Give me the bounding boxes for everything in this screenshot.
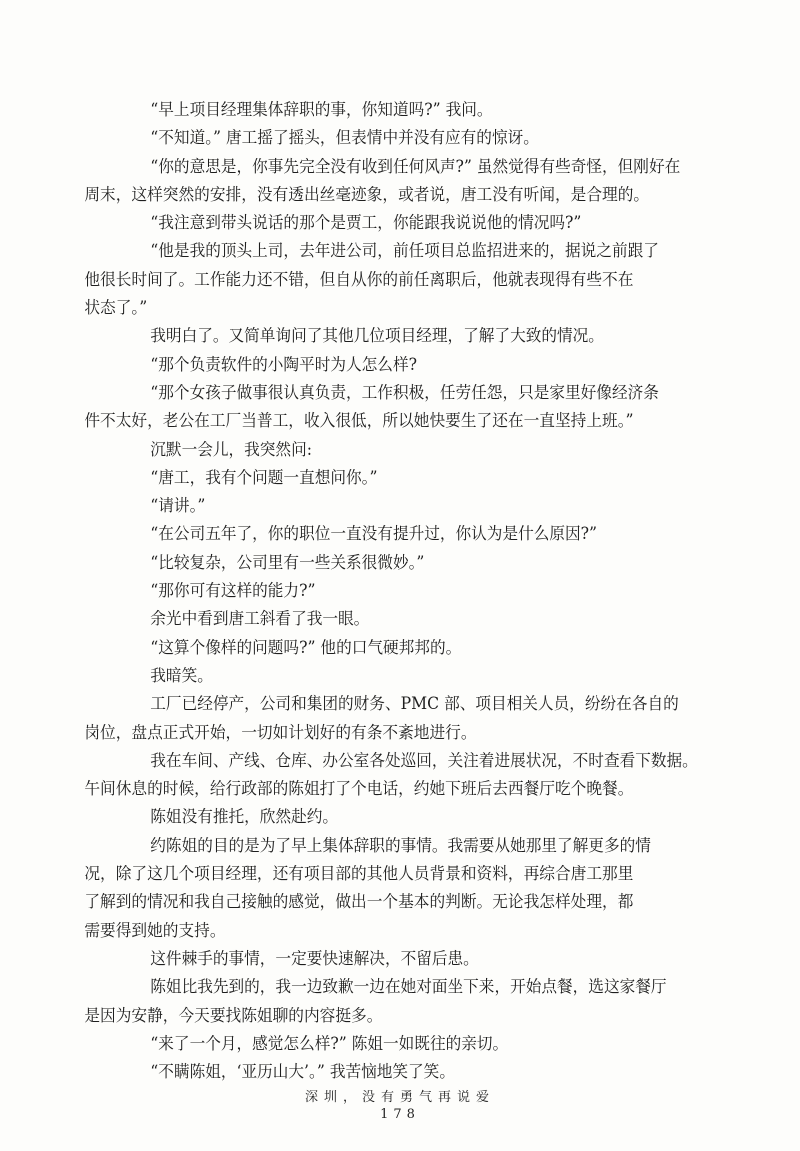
paragraph: [86, 662, 722, 690]
text-line: 午间休息的时候，给行政部的陈姐打了个电话，约她下班后去西餐厅吃个晚餐。: [84, 779, 634, 799]
text-line: 这件棘手的事情，一定要快速解决，不留后患。: [150, 948, 479, 968]
text-line: 状态了。”: [84, 298, 148, 318]
paragraph: [86, 436, 722, 464]
body-text: [86, 96, 722, 1086]
paragraph: [86, 237, 722, 322]
paragraph: [86, 549, 722, 577]
paragraph: [86, 153, 722, 210]
page-number: 178: [380, 1107, 420, 1122]
text-line: “那你可有这样的能力?”: [150, 581, 316, 601]
paragraph: [86, 96, 722, 124]
paragraph: [86, 209, 722, 237]
text-line: 余光中看到唐工斜看了我一眼。: [150, 609, 370, 629]
running-footer-title: 深圳，没有勇气再说爱: [304, 1090, 495, 1105]
text-line: 约陈姐的目的是为了早上集体辞职的事情。我需要从她那里了解更多的情: [150, 835, 651, 855]
text-line: “不瞒陈姐，‘亚历山大’。” 我苦恼地笑了笑。: [150, 1062, 455, 1082]
paragraph: [86, 945, 722, 973]
text-line: “比较复杂，公司里有一些关系很微妙。”: [150, 552, 425, 572]
text-line: “那个负责软件的小陶平时为人怎么样?: [150, 354, 417, 374]
paragraph: [86, 351, 722, 379]
paragraph: [86, 379, 722, 436]
text-line: 周末，这样突然的安排，没有透出丝毫迹象，或者说，唐工没有听闻，是合理的。: [84, 184, 650, 204]
text-line: 况，除了这几个项目经理，还有项目部的其他人员背景和资料，再综合唐工那里: [84, 864, 634, 884]
paragraph: [86, 803, 722, 831]
paragraph: [86, 464, 722, 492]
paragraph: [86, 690, 722, 747]
paragraph: [86, 492, 722, 520]
text-line: “来了一个月，感觉怎么样?” 陈姐一如既往的亲切。: [150, 1033, 509, 1053]
paragraph: [86, 1030, 722, 1058]
paragraph: [86, 605, 722, 633]
text-line: 我明白了。又简单询问了其他几位项目经理，了解了大致的情况。: [150, 326, 604, 346]
paragraph: [86, 634, 722, 662]
text-line: “早上项目经理集体辞职的事，你知道吗?” 我问。: [150, 100, 493, 119]
text-line: “在公司五年了，你的职位一直没有提升过，你认为是什么原因?”: [150, 524, 598, 544]
text-line: 陈姐没有推托，欣然赴约。: [150, 807, 339, 827]
text-line: “他是我的顶头上司，去年进公司，前任项目总监招进来的，据说之前跟了: [150, 241, 659, 261]
text-line: 是因为安静，今天要找陈姐聊的内容挺多。: [84, 1005, 383, 1025]
text-line: “唐工，我有个问题一直想问你。”: [150, 467, 378, 487]
text-line: 他很长时间了。工作能力还不错，但自从你的前任离职后，他就表现得有些不在: [84, 269, 634, 289]
paragraph: [86, 747, 722, 804]
text-line: 陈姐比我先到的，我一边致歉一边在她对面坐下来，开始点餐，选这家餐厅: [150, 977, 667, 997]
paragraph: [86, 577, 722, 605]
text-line: 件不太好，老公在工厂当普工，收入很低，所以她快要生了还在一直坚持上班。”: [84, 411, 634, 431]
text-line: “请讲。”: [150, 496, 206, 516]
paragraph: [86, 124, 722, 152]
text-line: 工厂已经停产，公司和集团的财务、PMC 部、项目相关人员，纷纷在各自的: [150, 694, 679, 714]
paragraph: [86, 322, 722, 350]
text-line: “那个女孩子做事很认真负责，工作积极，任劳任怨，只是家里好像经济条: [150, 382, 659, 402]
text-line: 我暗笑。: [150, 665, 213, 685]
paragraph: [86, 520, 722, 548]
text-line: 我在车间、产线、仓库、办公室各处巡回，关注着进展状况，不时查看下数据。: [150, 750, 698, 770]
text-line: 需要得到她的支持。: [84, 920, 226, 940]
text-line: 沉默一会儿，我突然问:: [150, 439, 312, 459]
text-line: 了解到的情况和我自己接触的感觉，做出一个基本的判断。无论我怎样处理，都: [84, 892, 634, 912]
paragraph: [86, 973, 722, 1030]
paragraph: [86, 1058, 722, 1086]
text-line: 岗位，盘点正式开始，一切如计划好的有条不紊地进行。: [84, 722, 477, 742]
paragraph: [86, 832, 722, 945]
text-line: “这算个像样的问题吗?” 他的口气硬邦邦的。: [150, 637, 462, 657]
text-line: “不知道。” 唐工摇了摇头，但表情中并没有应有的惊讶。: [150, 128, 539, 148]
text-line: “你的意思是，你事先完全没有收到任何风声?” 虽然觉得有些奇怪，但刚好在: [150, 156, 681, 176]
text-line: “我注意到带头说话的那个是贾工，你能跟我说说他的情况吗?”: [150, 213, 582, 233]
